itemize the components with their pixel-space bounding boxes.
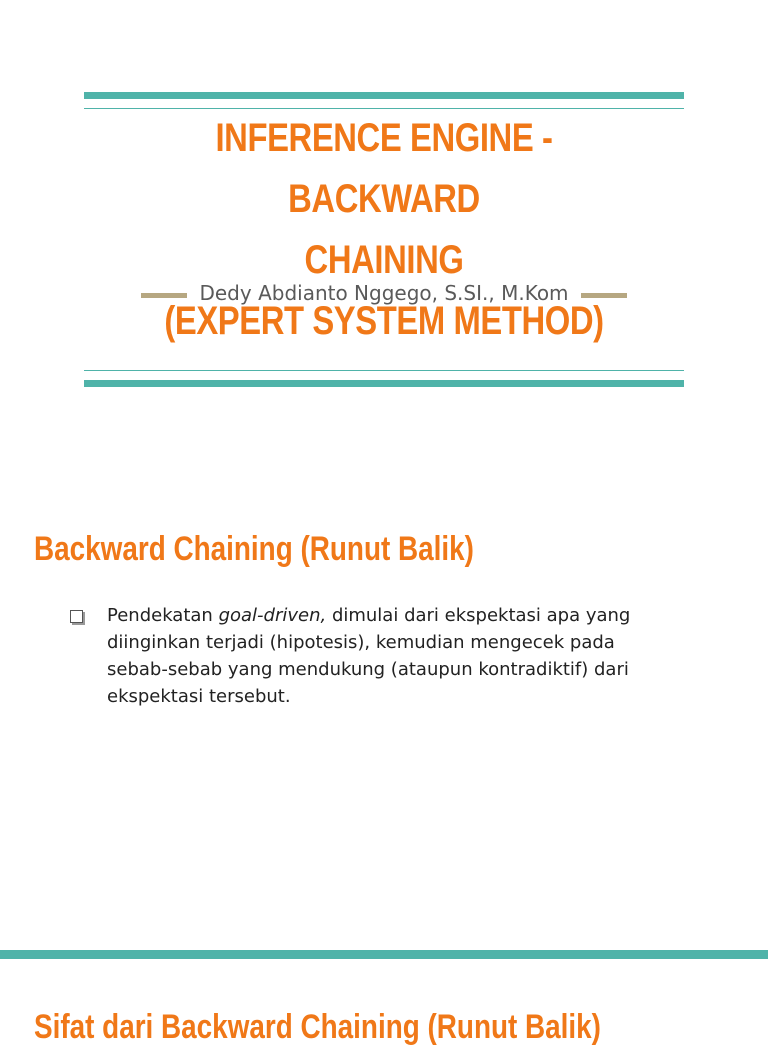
title-line-2: CHAINING (304, 238, 464, 282)
bottom-thick-rule (84, 380, 684, 387)
list-item (66, 602, 647, 710)
slide-title (118, 108, 649, 352)
author-name: Dedy Abdianto Nggego, S.SI., M.Kom (199, 281, 569, 305)
bullet-rest: dimulai dari ekspektasi apa yang diinginkan terjadi (hipotesis), kemudian mengecek pada sebab-sebab yang mendukung (ataupun kontradiktif) dari ekspektasi tersebut. (107, 605, 631, 707)
bullet-emphasis: goal-driven, (218, 605, 327, 626)
section-heading: Backward Chaining (Runut Balik) (34, 530, 474, 568)
title-line-1: INFERENCE ENGINE - BACKWARD (215, 116, 553, 221)
next-slide-heading: Sifat dari Backward Chaining (Runut Balik) (34, 1008, 601, 1046)
author-dash-right (581, 293, 627, 298)
author-row (0, 278, 768, 308)
bullet-list (66, 602, 647, 710)
author-dash-left (141, 293, 187, 298)
bullet-text (107, 602, 647, 710)
content-slide (0, 480, 768, 950)
bullet-lead: Pendekatan (107, 605, 219, 626)
checkbox-icon (70, 610, 83, 623)
title-slide (0, 0, 768, 440)
bottom-thin-rule (84, 370, 684, 371)
slide-divider (0, 950, 768, 959)
title-line-3: (EXPERT SYSTEM METHOD) (164, 299, 604, 343)
top-thick-rule (84, 92, 684, 99)
